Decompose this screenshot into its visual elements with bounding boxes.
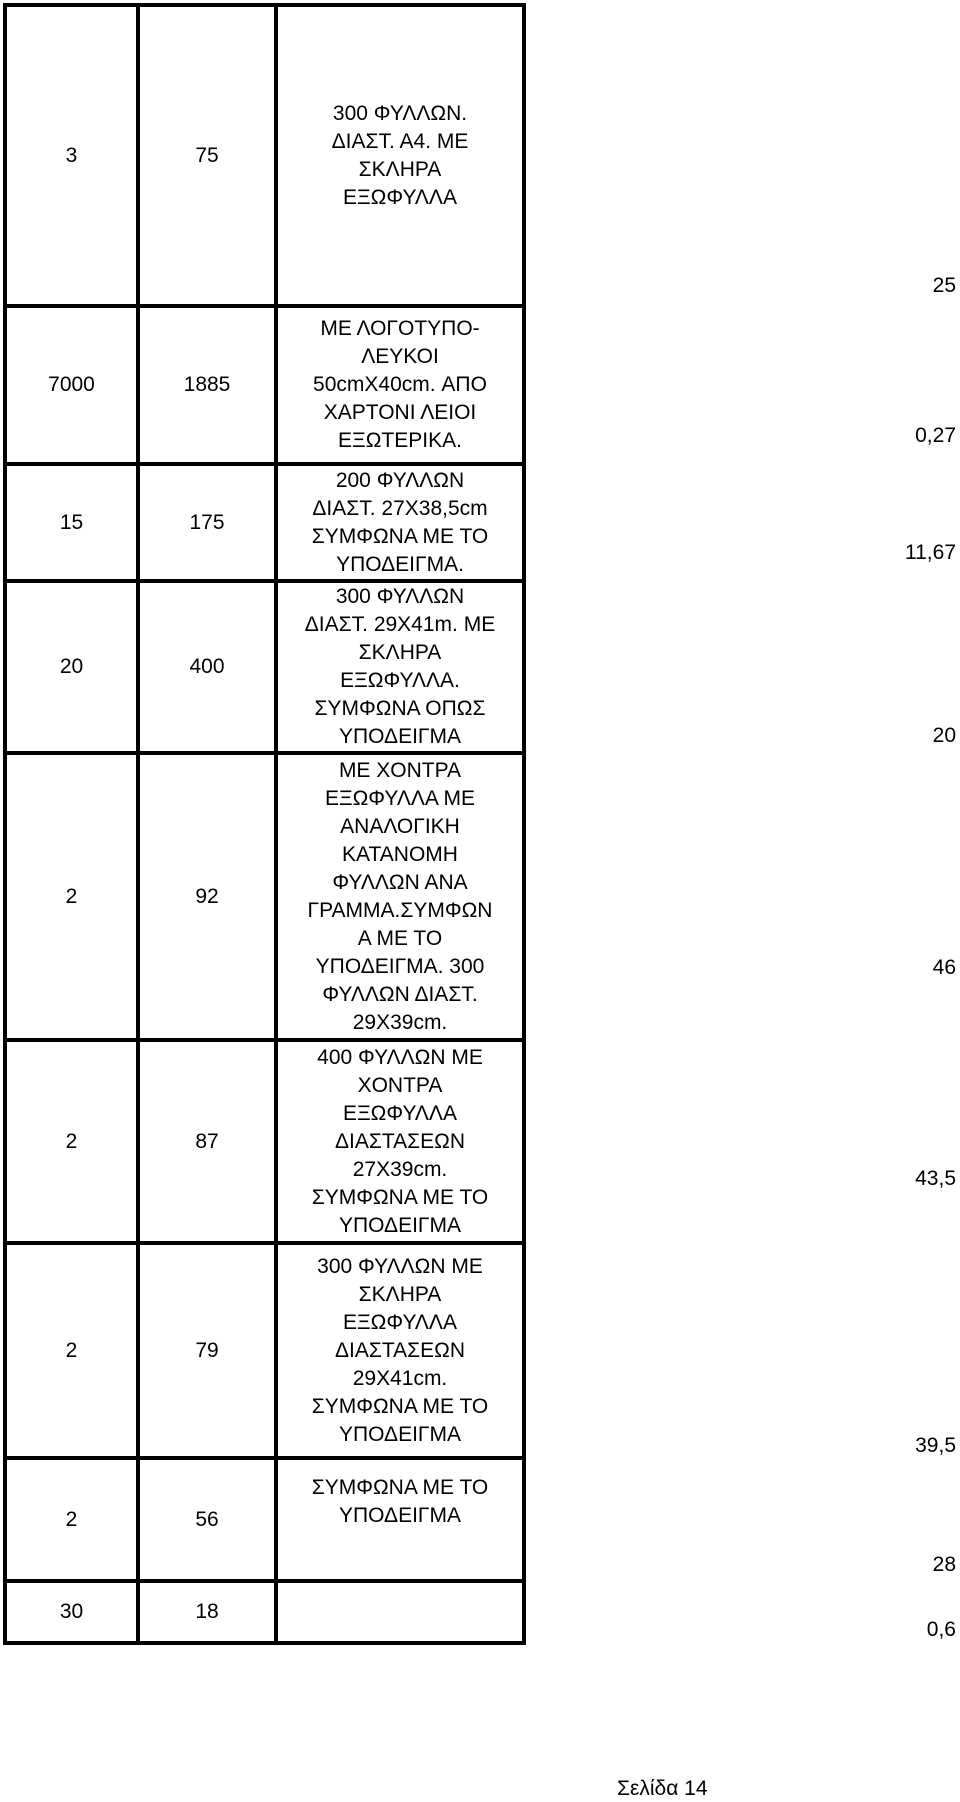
qty-cell: 20 (5, 581, 138, 753)
price-cell: 56 (138, 1458, 276, 1581)
price-cell: 87 (138, 1040, 276, 1243)
price-cell: 400 (138, 581, 276, 753)
right-value: 11,67 (905, 541, 956, 564)
description-cell: ΜΕ ΧΟΝΤΡΑ ΕΞΩΦΥΛΛΑ ΜΕ ΑΝΑΛΟΓΙΚΗ ΚΑΤΑΝΟΜΗ ΦΥΛΛΩΝ ΑΝΑ ΓΡΑΜΜΑ.ΣΥΜΦΩΝ Α ΜΕ ΤΟ ΥΠΟΔΕΙΓΜΑ. 300 ΦΥΛΛΩΝ ΔΙΑΣΤ. 29Χ39cm. (276, 753, 524, 1040)
description-cell: 200 ΦΥΛΛΩΝ ΔΙΑΣΤ. 27Χ38,5cm ΣΥΜΦΩΝΑ ΜΕ ΤΟ ΥΠΟΔΕΙΓΜΑ. (276, 464, 524, 581)
description-cell: 300 ΦΥΛΛΩΝ ΔΙΑΣΤ. 29Χ41m. ΜΕ ΣΚΛΗΡΑ ΕΞΩΦΥΛΛΑ. ΣΥΜΦΩΝΑ ΟΠΩΣ ΥΠΟΔΕΙΓΜΑ (276, 581, 524, 753)
table-row (5, 1040, 524, 1243)
right-value: 0,6 (926, 1618, 956, 1641)
price-cell: 1885 (138, 306, 276, 464)
right-value: 0,27 (915, 424, 956, 447)
description-cell: ΣΥΜΦΩΝΑ ΜΕ ΤΟ ΥΠΟΔΕΙΓΜΑ (276, 1458, 524, 1581)
table-row (5, 581, 524, 753)
description-cell: 300 ΦΥΛΛΩΝ. ΔΙΑΣΤ. Α4. ΜΕ ΣΚΛΗΡΑ ΕΞΩΦΥΛΛΑ (276, 5, 524, 306)
table-row (5, 753, 524, 1040)
right-value: 39,5 (915, 1434, 956, 1457)
qty-cell: 30 (5, 1581, 138, 1643)
right-value: 28 (932, 1553, 956, 1576)
qty-cell: 7000 (5, 306, 138, 464)
right-value: 20 (932, 724, 956, 747)
qty-cell: 2 (5, 1243, 138, 1458)
description-cell: ΜΕ ΛΟΓΟΤΥΠΟ- ΛΕΥΚΟΙ 50cmX40cm. ΑΠΟ ΧΑΡΤΟΝΙ ΛΕΙΟΙ ΕΞΩΤΕΡΙΚΑ. (276, 306, 524, 464)
price-cell: 92 (138, 753, 276, 1040)
qty-cell: 2 (5, 753, 138, 1040)
table-row (5, 1243, 524, 1458)
qty-cell: 15 (5, 464, 138, 581)
price-cell: 175 (138, 464, 276, 581)
table-row (5, 5, 524, 306)
qty-cell: 3 (5, 5, 138, 306)
right-value: 43,5 (915, 1167, 956, 1190)
table-row (5, 1458, 524, 1581)
price-cell: 79 (138, 1243, 276, 1458)
qty-cell: 2 (5, 1458, 138, 1581)
page-number: Σελίδα 14 (617, 1777, 708, 1800)
table-row (5, 1581, 524, 1643)
right-value: 46 (932, 956, 956, 979)
right-value: 25 (932, 274, 956, 297)
description-cell (276, 1581, 524, 1643)
price-cell: 18 (138, 1581, 276, 1643)
table-row (5, 464, 524, 581)
items-table (3, 3, 526, 1645)
description-cell: 400 ΦΥΛΛΩΝ ΜΕ ΧΟΝΤΡΑ ΕΞΩΦΥΛΛΑ ΔΙΑΣΤΑΣΕΩΝ 27Χ39cm. ΣΥΜΦΩΝΑ ΜΕ ΤΟ ΥΠΟΔΕΙΓΜΑ (276, 1040, 524, 1243)
description-cell: 300 ΦΥΛΛΩΝ ΜΕ ΣΚΛΗΡΑ ΕΞΩΦΥΛΛΑ ΔΙΑΣΤΑΣΕΩΝ 29Χ41cm. ΣΥΜΦΩΝΑ ΜΕ ΤΟ ΥΠΟΔΕΙΓΜΑ (276, 1243, 524, 1458)
table-row (5, 306, 524, 464)
qty-cell: 2 (5, 1040, 138, 1243)
price-cell: 75 (138, 5, 276, 306)
